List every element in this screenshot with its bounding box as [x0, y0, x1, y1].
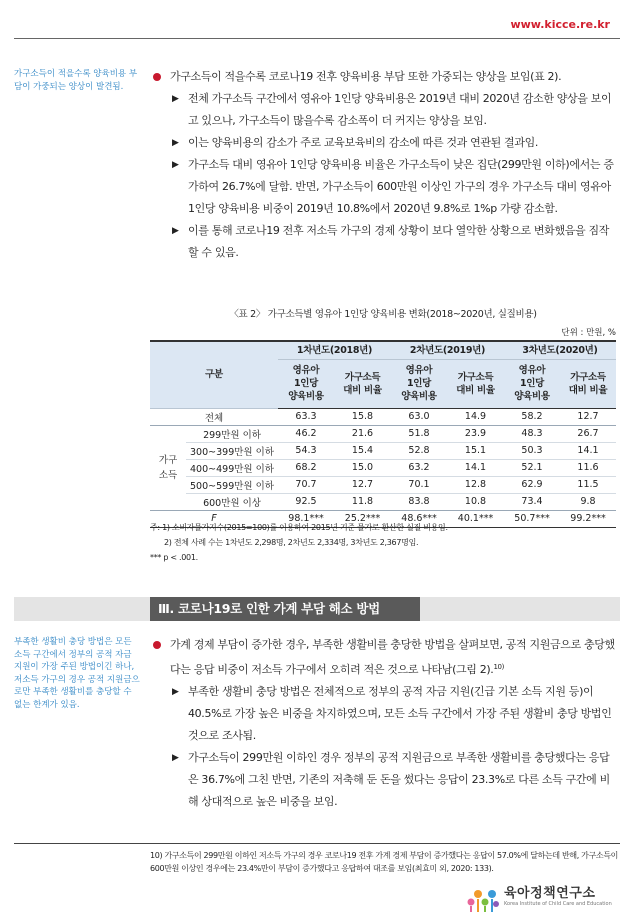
cell: 73.4	[521, 496, 543, 507]
row-label: 600만원 이상	[203, 497, 261, 509]
cell: 62.9	[504, 476, 560, 493]
logo-mark-icon	[466, 880, 500, 914]
cell: 14.1	[560, 442, 616, 459]
cell: 48.6***	[391, 510, 447, 527]
triangle-bullet-icon: ▶	[172, 160, 179, 170]
cell: 15.1	[447, 442, 504, 459]
section2-bullet-text: 가계 경제 부담이 증가한 경우, 부족한 생활비를 충당한 방법을 살펴보면, 공적 지원금으로 충당했다는 응답 비중이 저소득 가구에서 오히려 적은 것으로 나타남(그림 2).	[170, 638, 615, 676]
col-income-ratio: 가구소득 대비 비율	[334, 359, 391, 408]
section1-sub-2	[150, 132, 616, 154]
logo-subtitle: Korea Institute of Child Care and Education	[504, 901, 612, 907]
cell: 25.2***	[334, 510, 391, 527]
cell: 50.3	[504, 442, 560, 459]
wave-header: 1차년도(2018년)	[278, 341, 391, 359]
wave-header: 2차년도(2019년)	[391, 341, 504, 359]
section1-body	[150, 66, 616, 264]
section2-sub-text: 가구소득이 299만원 이하인 경우 정부의 공적 지원금으로 부족한 생활비를 충당했다는 응답은 36.7%에 그친 반면, 기존의 저축해 둔 돈을 썼다는 응답이 23.3%로 다른 소득 구간에 비해 상대적으로 높은 비중을 보임.	[188, 751, 610, 808]
section-title: Ⅲ. 코로나19로 인한 가계 부담 해소 방법	[150, 597, 420, 621]
table-unit: 단위 : 만원, %	[561, 328, 616, 338]
cell: 12.8	[447, 476, 504, 493]
cell: 14.1	[447, 459, 504, 476]
footnote: 10) 가구소득이 299만원 이하인 저소득 가구의 경우 코로나19 전후 가계 경제 부담이 증가했다는 응답이 57.0%에 달하는데 반해, 가구소득이 600만원 이상인 경우에는 23.4%만이 부담이 증가했다고 응답하여 대조를 보임(최효미 외, 2020: 133).	[150, 851, 618, 873]
table-row	[150, 408, 616, 425]
table-row	[150, 459, 616, 476]
cell: 12.7	[560, 408, 616, 425]
table-title: 〈표 2〉 가구소득별 영유아 1인당 양육비용 변화(2018~2020년, 실질비용)	[229, 309, 537, 320]
cell: 40.1***	[447, 510, 504, 527]
site-url[interactable]: www.kicce.re.kr	[510, 18, 610, 31]
table-notes	[150, 520, 620, 565]
table-row	[150, 476, 616, 493]
section2-sub-1	[150, 681, 616, 747]
cell: 99.2***	[560, 510, 616, 527]
cell: 92.5	[295, 496, 317, 507]
cell: 26.7	[560, 425, 616, 442]
triangle-bullet-icon: ▶	[172, 94, 179, 104]
kicce-logo	[466, 880, 616, 916]
section1-sub-1	[150, 88, 616, 132]
triangle-bullet-icon: ▶	[172, 753, 179, 763]
col-income-ratio: 가구소득 대비 비율	[560, 359, 616, 408]
row-label: 299만원 이하	[186, 425, 278, 442]
cell: 70.1	[391, 476, 447, 493]
logo-name: 육아정책연구소	[504, 886, 596, 901]
top-divider	[14, 38, 620, 39]
section1-bullet-text: 가구소득이 적을수록 코로나19 전후 양육비용 부담 또한 가중되는 양상을 보임(표 2).	[170, 70, 562, 83]
table-note: *** p < .001.	[150, 553, 198, 562]
row-label: 500~599만원 이하	[186, 476, 278, 493]
table-row	[150, 425, 616, 442]
cell: 12.7	[334, 476, 391, 493]
cell: 52.1	[504, 459, 560, 476]
side-note-income-burden: 가구소득이 적을수록 양육비용 부담이 가중되는 양상이 발견됨.	[14, 69, 138, 92]
cell: 70.7	[278, 476, 334, 493]
section2-body	[150, 634, 616, 813]
triangle-bullet-icon: ▶	[172, 687, 179, 697]
section1-bullet	[150, 66, 616, 88]
cell: 83.8	[408, 496, 430, 507]
triangle-bullet-icon: ▶	[172, 226, 179, 236]
wave-header: 3차년도(2020년)	[504, 341, 616, 359]
section2-sub-text: 부족한 생활비 충당 방법은 전체적으로 정부의 공적 자금 지원(긴급 기본 소득 지원 등)이 40.5%로 가장 높은 비중을 차지하였으며, 모든 소득 구간에서 가장 주된 생활비 충당 방법인 것으로 조사됨.	[188, 685, 612, 742]
footnote-divider	[14, 843, 620, 844]
table-note: 주: 1) 소비자물가지수(2015=100)를 이용하여 2015년 기준 물가로 환산한 실질 비용임.	[150, 523, 448, 532]
cell: 9.8	[580, 496, 596, 507]
cell: 15.0	[334, 459, 391, 476]
category-header: 구분	[150, 341, 278, 408]
section1-sub-text: 전체 가구소득 구간에서 영유아 1인당 양육비용은 2019년 대비 2020년 감소한 양상을 보이고 있으나, 가구소득이 많을수록 감소폭이 더 커지는 양상을 보임.	[188, 92, 612, 127]
row-label: 400~499만원 이하	[186, 459, 278, 476]
cell: 46.2	[278, 425, 334, 442]
cell: 52.8	[391, 442, 447, 459]
section1-sub-text: 가구소득 대비 영유아 1인당 양육비용 비율은 가구소득이 낮은 집단(299만원 이하)에서는 증가하여 26.7%에 달함. 반면, 가구소득이 600만원 이상인 가구의 경우 가구소득 대비 영유아 1인당 양육비용 비중이 2019년 10.8%에서 2020년 9.8%로 1%p 가량 감소함.	[188, 158, 614, 215]
col-cost-per-child: 영유아 1인당 양육비용	[391, 359, 447, 408]
cell: 48.3	[504, 425, 560, 442]
table-row	[150, 493, 616, 510]
cell: 54.3	[278, 442, 334, 459]
section2-sub-2	[150, 747, 616, 813]
row-label: 전체	[150, 408, 278, 425]
cell: 63.2	[391, 459, 447, 476]
cell: 23.9	[447, 425, 504, 442]
cell: 11.6	[560, 459, 616, 476]
cell: 63.0	[391, 408, 447, 425]
cell: 51.8	[391, 425, 447, 442]
cell: 10.8	[464, 496, 487, 507]
section1-sub-text: 이는 양육비용의 감소가 주로 교육보육비의 감소에 따른 것과 연관된 결과임.	[188, 136, 539, 149]
table-note: 2) 전체 사례 수는 1차년도 2,298명, 2차년도 2,334명, 3차년도 2,367명임.	[164, 538, 419, 547]
section1-sub-text: 이를 통해 코로나19 전후 저소득 가구의 경제 상황이 보다 열악한 상황으로 변화했음을 짐작할 수 있음.	[188, 224, 609, 259]
cell: 15.8	[334, 408, 391, 425]
side-note-living-cost: 부족한 생활비 충당 방법은 모든 소득 구간에서 정부의 공적 자금 지원이 가장 주된 방법이긴 하나, 저소득 가구의 경우 공적 지원금으로만 부족한 생활비를 충당할 수 없는 한계가 있음.	[14, 637, 140, 710]
col-cost-per-child: 영유아 1인당 양육비용	[278, 359, 334, 408]
section1-sub-4	[150, 220, 616, 264]
income-cost-table	[150, 340, 616, 528]
cell: 11.8	[351, 496, 374, 507]
group-label: 가구 소득	[158, 454, 178, 481]
triangle-bullet-icon: ▶	[172, 138, 179, 148]
cell: 21.6	[334, 425, 391, 442]
cell: 58.2	[504, 408, 560, 425]
cell: 11.5	[560, 476, 616, 493]
cell: 50.7***	[504, 510, 560, 527]
cell: 63.3	[278, 408, 334, 425]
col-cost-per-child: 영유아 1인당 양육비용	[504, 359, 560, 408]
section1-sub-3	[150, 154, 616, 220]
footnote-ref[interactable]: 10)	[493, 663, 505, 671]
red-bullet-icon	[153, 641, 161, 649]
row-label: F	[150, 510, 278, 527]
col-income-ratio: 가구소득 대비 비율	[447, 359, 504, 408]
table-row	[150, 442, 616, 459]
cell: 68.2	[278, 459, 334, 476]
section2-bullet	[150, 634, 616, 681]
cell: 15.4	[334, 442, 391, 459]
cell: 14.9	[447, 408, 504, 425]
cell: 98.1***	[278, 510, 334, 527]
red-bullet-icon	[153, 73, 161, 81]
row-label: 300~399만원 이하	[186, 442, 278, 459]
